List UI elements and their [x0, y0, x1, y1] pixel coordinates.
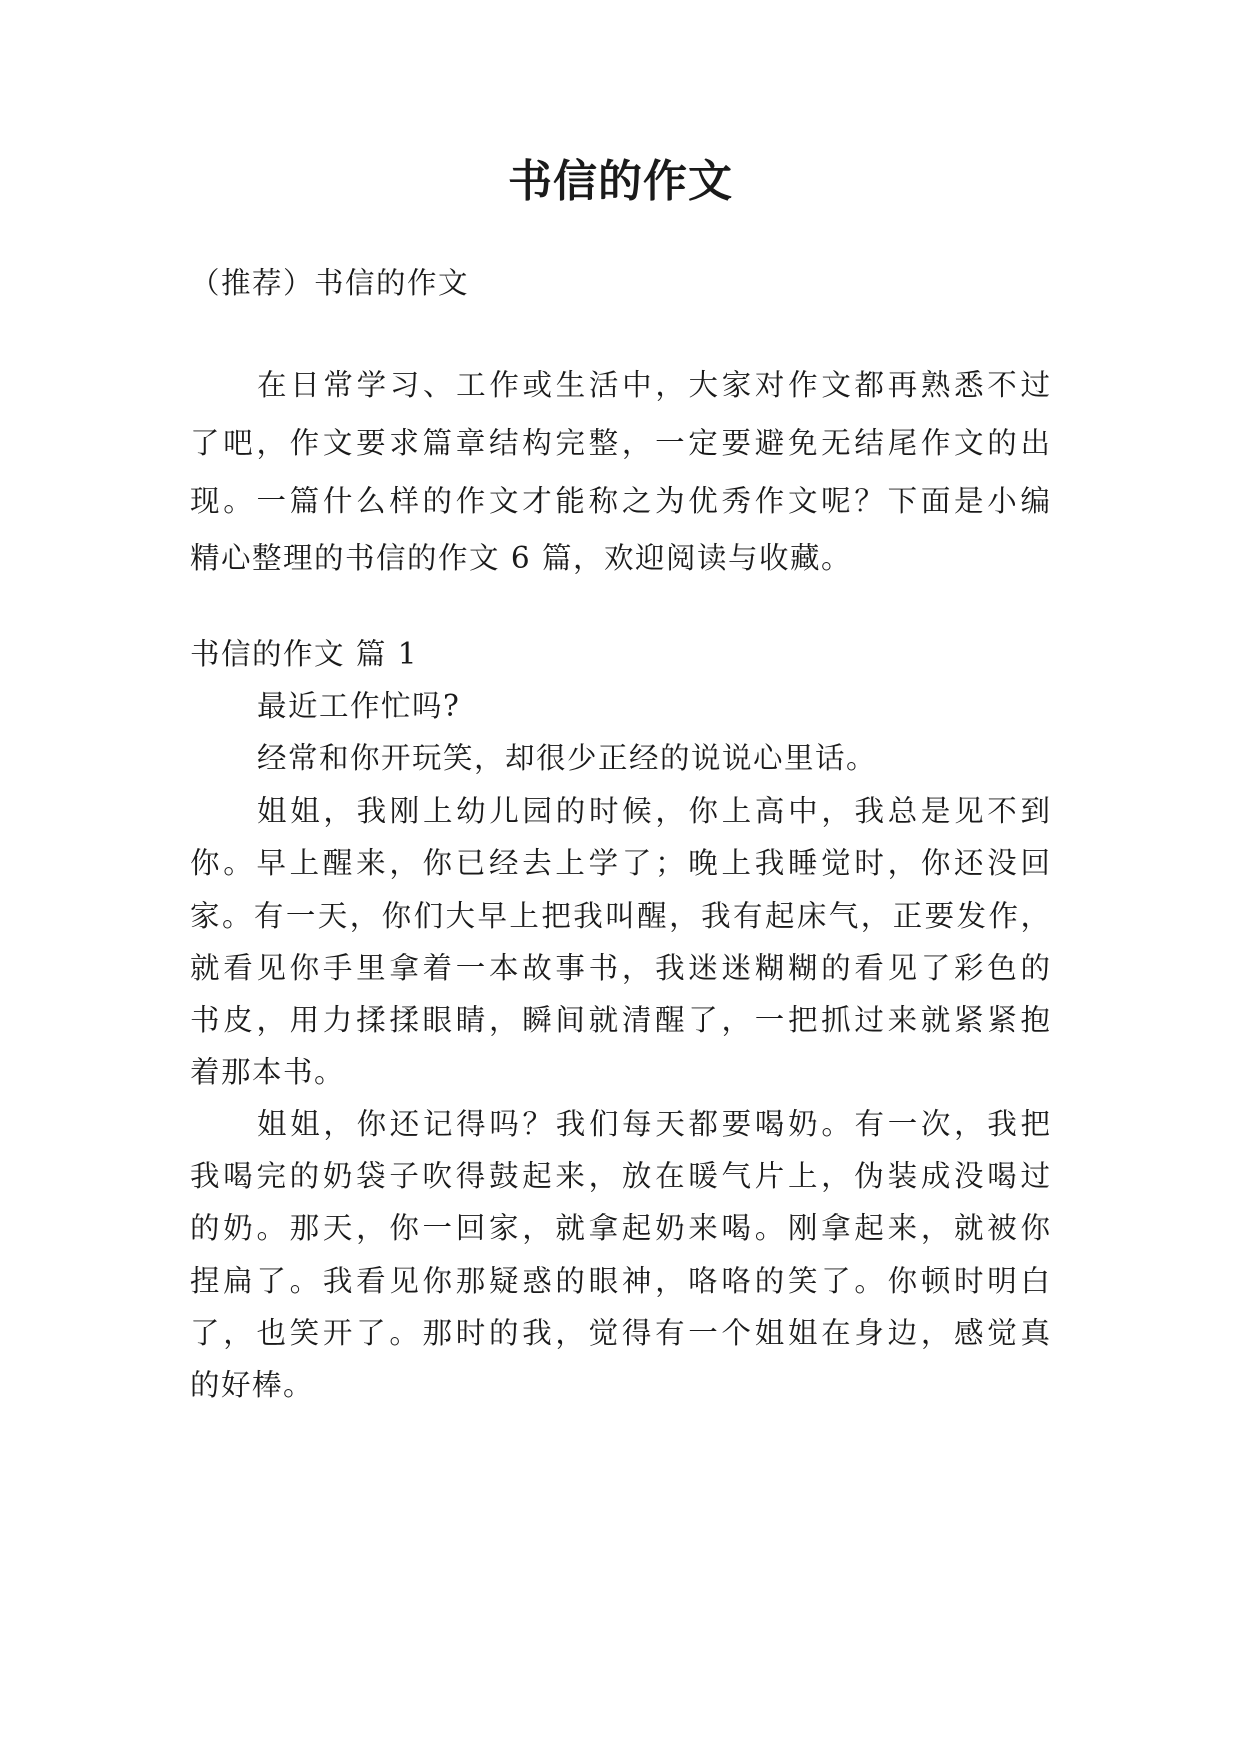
paragraph-line: 姐姐，你还记得吗？我们每天都要喝奶。有一次，我把	[257, 1107, 1050, 1141]
paragraph-line: 了，也笑开了。那时的我，觉得有一个姐姐在身边，感觉真	[190, 1316, 1050, 1350]
paragraph-line: 就看见你手里拿着一本故事书，我迷迷糊糊的看见了彩色的	[190, 951, 1050, 985]
section-heading: 书信的作文 篇 1	[190, 637, 419, 671]
intro-line: 在日常学习、工作或生活中，大家对作文都再熟悉不过	[257, 368, 1050, 402]
paragraph-line: 我喝完的奶袋子吹得鼓起来，放在暖气片上，伪装成没喝过	[190, 1159, 1050, 1193]
paragraph-line: 捏扁了。我看见你那疑惑的眼神，咯咯的笑了。你顿时明白	[190, 1264, 1050, 1298]
paragraph-line: 经常和你开玩笑，却很少正经的说说心里话。	[257, 741, 878, 775]
paragraph-line: 你。早上醒来，你已经去上学了；晚上我睡觉时，你还没回	[190, 846, 1050, 880]
paragraph-line: 的好棒。	[190, 1368, 315, 1402]
intro-line: 了吧，作文要求篇章结构完整，一定要避免无结尾作文的出	[190, 426, 1050, 460]
paragraph-line: 书皮，用力揉揉眼睛，瞬间就清醒了，一把抓过来就紧紧抱	[190, 1003, 1050, 1037]
paragraph-line: 的奶。那天，你一回家，就拿起奶来喝。刚拿起来，就被你	[190, 1211, 1050, 1245]
document-subtitle: （推荐）书信的作文	[190, 266, 470, 300]
paragraph-line: 着那本书。	[190, 1055, 346, 1089]
document-title: 书信的作文	[508, 156, 733, 207]
paragraph-line: 家。有一天，你们大早上把我叫醒，我有起床气，正要发作，	[190, 899, 1050, 933]
intro-line: 现。一篇什么样的作文才能称之为优秀作文呢？下面是小编	[190, 484, 1050, 518]
paragraph-line: 最近工作忙吗?	[257, 689, 461, 723]
paragraph-line: 姐姐，我刚上幼儿园的时候，你上高中，我总是见不到	[257, 794, 1050, 828]
intro-line: 精心整理的书信的作文 6 篇，欢迎阅读与收藏。	[190, 541, 853, 575]
